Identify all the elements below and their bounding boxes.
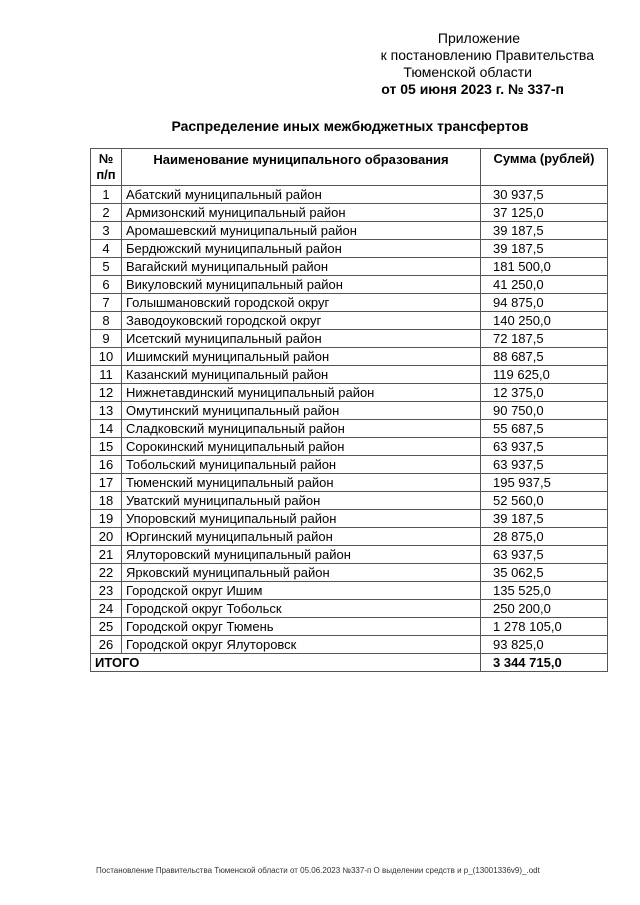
cell-sum: 250 200,0 xyxy=(481,600,608,618)
header-line-region: Тюменской области xyxy=(403,64,532,80)
cell-sum: 30 937,5 xyxy=(481,186,608,204)
document-footer: Постановление Правительства Тюменской области от 05.06.2023 №337-п О выделении средств и р_(13001336v9)_.odt xyxy=(96,866,540,875)
total-label: ИТОГО xyxy=(91,654,481,672)
cell-num: 1 xyxy=(91,186,122,204)
cell-num: 2 xyxy=(91,204,122,222)
cell-name: Нижнетавдинский муниципальный район xyxy=(122,384,481,402)
cell-num: 7 xyxy=(91,294,122,312)
total-row xyxy=(91,654,608,672)
table-row xyxy=(91,258,608,276)
cell-sum: 63 937,5 xyxy=(481,438,608,456)
cell-name: Викуловский муниципальный район xyxy=(122,276,481,294)
cell-sum: 37 125,0 xyxy=(481,204,608,222)
cell-num: 9 xyxy=(91,330,122,348)
table-row xyxy=(91,204,608,222)
cell-sum: 35 062,5 xyxy=(481,564,608,582)
cell-name: Ярковский муниципальный район xyxy=(122,564,481,582)
table-row xyxy=(91,222,608,240)
table-row xyxy=(91,456,608,474)
cell-name: Сладковский муниципальный район xyxy=(122,420,481,438)
cell-sum: 135 525,0 xyxy=(481,582,608,600)
cell-name: Тюменский муниципальный район xyxy=(122,474,481,492)
table-row xyxy=(91,474,608,492)
cell-sum: 93 825,0 xyxy=(481,636,608,654)
table-row xyxy=(91,636,608,654)
cell-sum: 41 250,0 xyxy=(481,276,608,294)
cell-name: Тобольский муниципальный район xyxy=(122,456,481,474)
cell-name: Аромашевский муниципальный район xyxy=(122,222,481,240)
cell-num: 6 xyxy=(91,276,122,294)
cell-name: Вагайский муниципальный район xyxy=(122,258,481,276)
document-title: Распределение иных межбюджетных трансфертов xyxy=(171,118,529,134)
cell-sum: 1 278 105,0 xyxy=(481,618,608,636)
cell-num: 22 xyxy=(91,564,122,582)
table-row xyxy=(91,294,608,312)
cell-num: 20 xyxy=(91,528,122,546)
cell-sum: 55 687,5 xyxy=(481,420,608,438)
cell-sum: 63 937,5 xyxy=(481,456,608,474)
cell-num: 10 xyxy=(91,348,122,366)
cell-name: Уватский муниципальный район xyxy=(122,492,481,510)
cell-sum: 72 187,5 xyxy=(481,330,608,348)
table-row xyxy=(91,312,608,330)
cell-num: 11 xyxy=(91,366,122,384)
cell-sum: 181 500,0 xyxy=(481,258,608,276)
cell-name: Городской округ Ишим xyxy=(122,582,481,600)
cell-sum: 39 187,5 xyxy=(481,510,608,528)
cell-name: Городской округ Тюмень xyxy=(122,618,481,636)
cell-num: 3 xyxy=(91,222,122,240)
cell-name: Голышмановский городской округ xyxy=(122,294,481,312)
table-row xyxy=(91,546,608,564)
cell-name: Сорокинский муниципальный район xyxy=(122,438,481,456)
header-line-resolution: к постановлению Правительства xyxy=(380,47,594,63)
cell-name: Юргинский муниципальный район xyxy=(122,528,481,546)
cell-sum: 52 560,0 xyxy=(481,492,608,510)
cell-sum: 88 687,5 xyxy=(481,348,608,366)
header-line-date-number: от 05 июня 2023 г. № 337-п xyxy=(381,81,564,97)
table-row xyxy=(91,366,608,384)
cell-name: Ялуторовский муниципальный район xyxy=(122,546,481,564)
table-row xyxy=(91,564,608,582)
cell-name: Исетский муниципальный район xyxy=(122,330,481,348)
cell-name: Ишимский муниципальный район xyxy=(122,348,481,366)
table-row xyxy=(91,492,608,510)
table-row xyxy=(91,510,608,528)
table-row xyxy=(91,186,608,204)
cell-name: Заводоуковский городской округ xyxy=(122,312,481,330)
cell-name: Армизонский муниципальный район xyxy=(122,204,481,222)
cell-name: Бердюжский муниципальный район xyxy=(122,240,481,258)
cell-sum: 39 187,5 xyxy=(481,222,608,240)
cell-sum: 63 937,5 xyxy=(481,546,608,564)
cell-num: 17 xyxy=(91,474,122,492)
cell-name: Упоровский муниципальный район xyxy=(122,510,481,528)
table-row xyxy=(91,384,608,402)
cell-num: 15 xyxy=(91,438,122,456)
cell-num: 25 xyxy=(91,618,122,636)
cell-num: 26 xyxy=(91,636,122,654)
cell-sum: 195 937,5 xyxy=(481,474,608,492)
transfers-table xyxy=(90,148,608,672)
header-sum: Сумма (рублей) xyxy=(481,149,608,186)
header-line-appendix: Приложение xyxy=(437,30,520,46)
table-row xyxy=(91,330,608,348)
table-row xyxy=(91,528,608,546)
cell-num: 24 xyxy=(91,600,122,618)
cell-num: 4 xyxy=(91,240,122,258)
cell-num: 8 xyxy=(91,312,122,330)
table-row xyxy=(91,582,608,600)
cell-num: 14 xyxy=(91,420,122,438)
cell-name: Абатский муниципальный район xyxy=(122,186,481,204)
table-row xyxy=(91,438,608,456)
cell-name: Городской округ Тобольск xyxy=(122,600,481,618)
table-header-row xyxy=(91,149,608,186)
cell-num: 23 xyxy=(91,582,122,600)
cell-sum: 12 375,0 xyxy=(481,384,608,402)
table-row xyxy=(91,420,608,438)
cell-name: Казанский муниципальный район xyxy=(122,366,481,384)
cell-name: Городской округ Ялуторовск xyxy=(122,636,481,654)
cell-num: 21 xyxy=(91,546,122,564)
cell-sum: 94 875,0 xyxy=(481,294,608,312)
cell-name: Омутинский муниципальный район xyxy=(122,402,481,420)
table-row xyxy=(91,276,608,294)
table-row xyxy=(91,402,608,420)
header-num: № п/п xyxy=(91,149,122,186)
table-row xyxy=(91,618,608,636)
table-row xyxy=(91,240,608,258)
header-name: Наименование муниципального образования xyxy=(122,149,481,186)
cell-num: 16 xyxy=(91,456,122,474)
cell-num: 13 xyxy=(91,402,122,420)
cell-num: 12 xyxy=(91,384,122,402)
table-row xyxy=(91,600,608,618)
cell-sum: 90 750,0 xyxy=(481,402,608,420)
cell-num: 18 xyxy=(91,492,122,510)
cell-sum: 140 250,0 xyxy=(481,312,608,330)
document-header xyxy=(294,30,594,98)
table-row xyxy=(91,348,608,366)
cell-num: 5 xyxy=(91,258,122,276)
cell-num: 19 xyxy=(91,510,122,528)
cell-sum: 28 875,0 xyxy=(481,528,608,546)
cell-sum: 119 625,0 xyxy=(481,366,608,384)
total-sum: 3 344 715,0 xyxy=(481,654,608,672)
cell-sum: 39 187,5 xyxy=(481,240,608,258)
